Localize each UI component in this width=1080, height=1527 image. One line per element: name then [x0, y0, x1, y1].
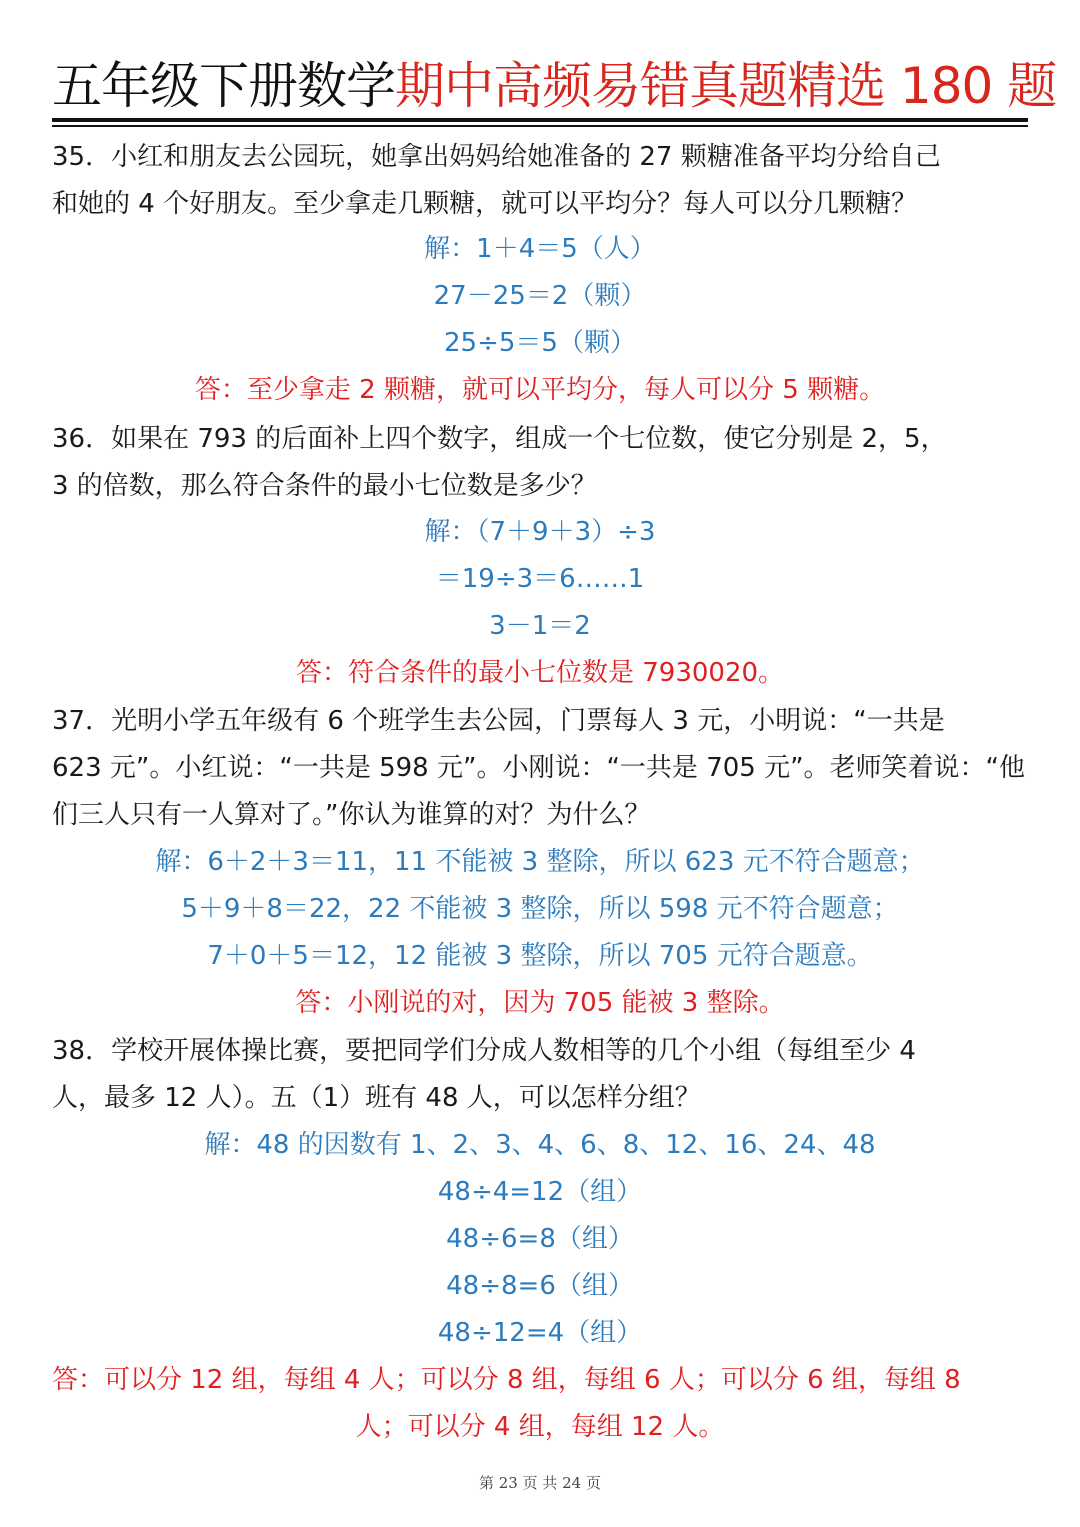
solution-37-line-2: 5＋9＋8＝22，22 不能被 3 整除，所以 598 元不符合题意；: [181, 894, 899, 924]
title-rule-thick: [52, 118, 1028, 122]
title-rule-thin: [52, 125, 1028, 127]
solution-38-line-4: 48÷8=6（组）: [446, 1271, 634, 1301]
solution-35-line-3: 25÷5＝5（颗）: [444, 328, 636, 358]
question-37-line-1: 37．光明小学五年级有 6 个班学生去公园，门票每人 3 元，小明说：“一共是: [52, 706, 945, 736]
solution-38-line-2: 48÷4=12（组）: [437, 1177, 643, 1207]
solution-36-line-2: ＝19÷3＝6……1: [435, 564, 645, 594]
solution-36-line-3: 3－1＝2: [489, 611, 591, 641]
solution-38-line-1: 解：48 的因数有 1、2、3、4、6、8、12、16、24、48: [204, 1130, 876, 1160]
solution-37-line-3: 7＋0＋5＝12，12 能被 3 整除，所以 705 元符合题意。: [207, 941, 873, 971]
answer-36: 答：符合条件的最小七位数是 7930020。: [295, 658, 785, 688]
question-36-line-2: 3 的倍数，那么符合条件的最小七位数是多少？: [52, 471, 597, 501]
answer-37: 答：小刚说的对，因为 705 能被 3 整除。: [295, 988, 785, 1018]
answer-38-line-2: 人；可以分 4 组，每组 12 人。: [355, 1412, 725, 1442]
page-number: 第 23 页 共 24 页: [478, 1474, 601, 1492]
solution-38-line-5: 48÷12=4（组）: [437, 1318, 643, 1348]
solution-38-line-3: 48÷6=8（组）: [446, 1224, 634, 1254]
question-38-line-2: 人，最多 12 人）。五（1）班有 48 人，可以怎样分组？: [52, 1083, 701, 1113]
solution-35-line-2: 27－25＝2（颗）: [433, 281, 647, 311]
answer-35: 答：至少拿走 2 颗糖，就可以平均分，每人可以分 5 颗糖。: [194, 375, 886, 405]
question-37-line-3: 们三人只有一人算对了。”你认为谁算的对？为什么？: [52, 800, 651, 830]
question-35-line-1: 35．小红和朋友去公园玩，她拿出妈妈给她准备的 27 颗糖准备平均分给自己: [52, 142, 941, 172]
question-38-line-1: 38．学校开展体操比赛，要把同学们分成人数相等的几个小组（每组至少 4: [52, 1036, 916, 1066]
title-part-grade: 五年级下册数学: [52, 57, 395, 115]
solution-37-line-1: 解：6＋2＋3＝11，11 不能被 3 整除，所以 623 元不符合题意；: [155, 847, 925, 877]
solution-35-line-1: 解：1＋4＝5（人）: [424, 234, 656, 264]
question-36-line-1: 36．如果在 793 的后面补上四个数字，组成一个七位数，使它分别是 2，5，: [52, 424, 947, 454]
question-35-line-2: 和她的 4 个好朋友。至少拿走几颗糖，就可以平均分？每人可以分几颗糖？: [52, 189, 918, 219]
answer-38-line-1: 答：可以分 12 组，每组 4 人；可以分 8 组，每组 6 人；可以分 6 组，每组 8: [52, 1365, 961, 1395]
question-37-line-2: 623 元”。小红说：“一共是 598 元”。小刚说：“一共是 705 元”。老师笑着说：“他: [52, 753, 1026, 783]
page-title: [52, 56, 1057, 116]
title-part-highlight: 期中高频易错真题精选 180 题: [395, 57, 1057, 115]
solution-36-line-1: 解：（7＋9＋3）÷3: [424, 517, 656, 547]
